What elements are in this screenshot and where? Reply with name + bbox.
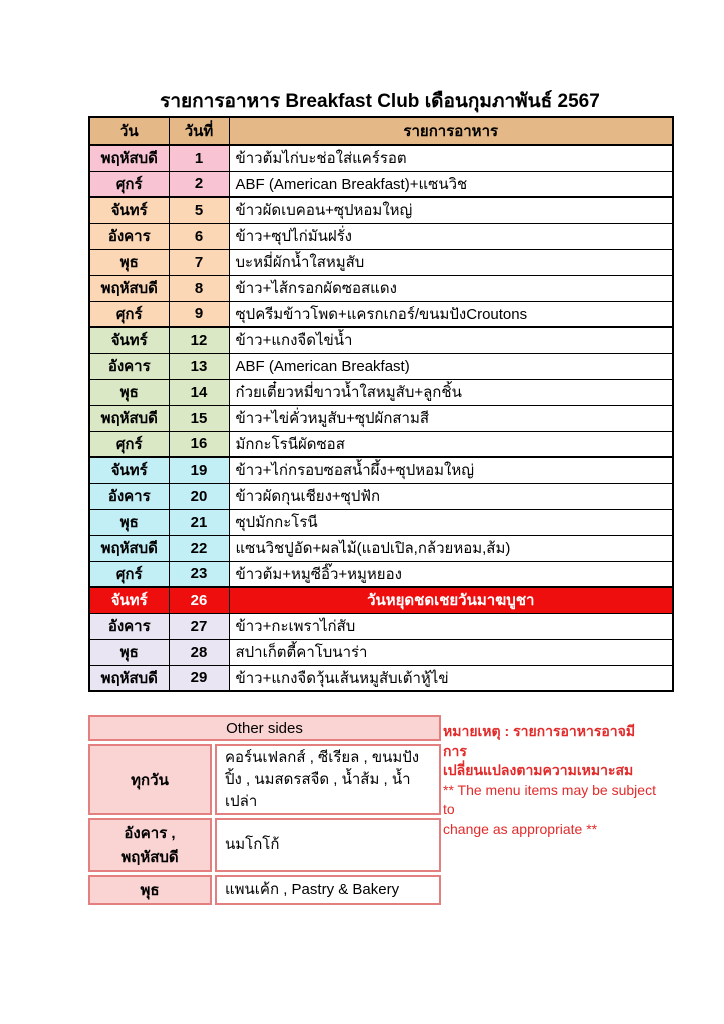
note-eng-line-2: change as appropriate ** xyxy=(443,820,598,837)
day-cell: พุธ xyxy=(89,509,169,535)
table-row xyxy=(89,613,673,639)
table-row xyxy=(89,249,673,275)
day-cell: จันทร์ xyxy=(89,587,169,613)
header-row xyxy=(89,117,673,145)
other-sides-title: Other sides xyxy=(88,715,441,741)
sides-value-cell: คอร์นเฟลกส์ , ซีเรียล , ขนมปังปิ้ง , นมสดรสจืด , น้ำส้ม , น้ำเปล่า xyxy=(215,744,441,815)
menu-cell: ABF (American Breakfast)+แซนวิช xyxy=(229,171,673,197)
day-cell: พุธ xyxy=(89,639,169,665)
menu-cell: ข้าวต้มไก่บะช่อใส่แคร์รอต xyxy=(229,145,673,171)
menu-cell: ข้าว+แกงจืดวุ้นเส้นหมูสับเต้าหู้ไข่ xyxy=(229,665,673,691)
table-row xyxy=(89,197,673,223)
menu-cell: สปาเก็ตตี้คาโบนาร่า xyxy=(229,639,673,665)
day-cell: จันทร์ xyxy=(89,457,169,483)
table-row xyxy=(89,457,673,483)
table-row xyxy=(89,431,673,457)
table-row xyxy=(89,223,673,249)
menu-cell: ก๋วยเตี๋ยวหมี่ขาวน้ำใสหมูสับ+ลูกชิ้น xyxy=(229,379,673,405)
table-row xyxy=(89,665,673,691)
day-cell: พุธ xyxy=(89,379,169,405)
date-cell: 13 xyxy=(169,353,229,379)
menu-cell: ข้าว+ไก่กรอบซอสน้ำผึ้ง+ซุปหอมใหญ่ xyxy=(229,457,673,483)
table-row xyxy=(89,171,673,197)
menu-cell: ซุปครีมข้าวโพด+แครกเกอร์/ขนมปังCroutons xyxy=(229,301,673,327)
table-row xyxy=(89,275,673,301)
day-cell: อังคาร xyxy=(89,353,169,379)
date-cell: 5 xyxy=(169,197,229,223)
table-row xyxy=(89,301,673,327)
date-cell: 28 xyxy=(169,639,229,665)
day-cell: อังคาร xyxy=(89,223,169,249)
menu-cell: มักกะโรนีผัดซอส xyxy=(229,431,673,457)
day-cell: พฤหัสบดี xyxy=(89,145,169,171)
day-cell: อังคาร xyxy=(89,483,169,509)
table-row xyxy=(89,379,673,405)
menu-cell: บะหมี่ผักน้ำใสหมูสับ xyxy=(229,249,673,275)
header-day: วัน xyxy=(89,117,169,145)
other-sides-row xyxy=(88,744,441,815)
note-thai-line-2: เปลี่ยนแปลงตามความเหมาะสม xyxy=(443,762,634,779)
date-cell: 7 xyxy=(169,249,229,275)
table-row xyxy=(89,483,673,509)
holiday-row xyxy=(89,587,673,613)
table-row xyxy=(89,327,673,353)
menu-cell: ข้าว+ซุปไก่มันฝรั่ง xyxy=(229,223,673,249)
table-row xyxy=(89,405,673,431)
sides-label-cell: พุธ xyxy=(88,875,212,905)
date-cell: 19 xyxy=(169,457,229,483)
date-cell: 16 xyxy=(169,431,229,457)
note-thai-line-1: หมายเหตุ : รายการอาหารอาจมีการ xyxy=(443,723,636,759)
day-cell: พฤหัสบดี xyxy=(89,535,169,561)
day-cell: ศุกร์ xyxy=(89,171,169,197)
day-cell: ศุกร์ xyxy=(89,431,169,457)
note-eng-line-1: ** The menu items may be subject to xyxy=(443,781,656,818)
holiday-label: วันหยุดชดเชยวันมาฆบูชา xyxy=(229,587,673,613)
date-cell: 23 xyxy=(169,561,229,587)
day-cell: อังคาร xyxy=(89,613,169,639)
date-cell: 1 xyxy=(169,145,229,171)
page-title: รายการอาหาร Breakfast Club เดือนกุมภาพันธ์ 2567 xyxy=(160,91,600,112)
table-row xyxy=(89,145,673,171)
sides-label-cell: อังคาร , พฤหัสบดี xyxy=(88,818,212,872)
date-cell: 20 xyxy=(169,483,229,509)
menu-cell: ข้าวผัดกุนเชียง+ซุปฟัก xyxy=(229,483,673,509)
menu-cell: ข้าว+ไส้กรอกผัดซอสแดง xyxy=(229,275,673,301)
other-sides-header-row xyxy=(88,715,441,741)
date-cell: 8 xyxy=(169,275,229,301)
date-cell: 26 xyxy=(169,587,229,613)
day-cell: ศุกร์ xyxy=(89,561,169,587)
table-row xyxy=(89,561,673,587)
menu-cell: ซุปมักกะโรนี xyxy=(229,509,673,535)
day-cell: จันทร์ xyxy=(89,197,169,223)
other-sides-row xyxy=(88,875,441,905)
table-row xyxy=(89,353,673,379)
menu-cell: ข้าว+แกงจืดไข่น้ำ xyxy=(229,327,673,353)
date-cell: 12 xyxy=(169,327,229,353)
date-cell: 6 xyxy=(169,223,229,249)
table-row xyxy=(89,509,673,535)
date-cell: 15 xyxy=(169,405,229,431)
day-cell: พฤหัสบดี xyxy=(89,275,169,301)
date-cell: 22 xyxy=(169,535,229,561)
date-cell: 9 xyxy=(169,301,229,327)
table-row xyxy=(89,639,673,665)
other-sides-row xyxy=(88,818,441,872)
day-cell: พฤหัสบดี xyxy=(89,665,169,691)
menu-cell: ข้าวผัดเบคอน+ซุปหอมใหญ่ xyxy=(229,197,673,223)
menu-cell: ข้าว+ไข่คั่วหมูสับ+ซุปผักสามสี xyxy=(229,405,673,431)
date-cell: 27 xyxy=(169,613,229,639)
menu-table xyxy=(88,116,674,692)
menu-cell: ABF (American Breakfast) xyxy=(229,353,673,379)
table-row xyxy=(89,535,673,561)
header-menu: รายการอาหาร xyxy=(229,117,673,145)
sides-value-cell: นมโกโก้ xyxy=(215,818,441,872)
header-date: วันที่ xyxy=(169,117,229,145)
remark-note xyxy=(443,722,658,840)
sides-value-cell: แพนเค้ก , Pastry & Bakery xyxy=(215,875,441,905)
day-cell: จันทร์ xyxy=(89,327,169,353)
date-cell: 29 xyxy=(169,665,229,691)
other-sides-table xyxy=(85,712,444,908)
date-cell: 2 xyxy=(169,171,229,197)
date-cell: 14 xyxy=(169,379,229,405)
sides-label-cell: ทุกวัน xyxy=(88,744,212,815)
menu-cell: ข้าว+กะเพราไก่สับ xyxy=(229,613,673,639)
menu-cell: แซนวิชปูอัด+ผลไม้(แอปเปิล,กล้วยหอม,ส้ม) xyxy=(229,535,673,561)
day-cell: พุธ xyxy=(89,249,169,275)
day-cell: พฤหัสบดี xyxy=(89,405,169,431)
day-cell: ศุกร์ xyxy=(89,301,169,327)
date-cell: 21 xyxy=(169,509,229,535)
menu-cell: ข้าวต้ม+หมูซีอิ๊ว+หมูหยอง xyxy=(229,561,673,587)
